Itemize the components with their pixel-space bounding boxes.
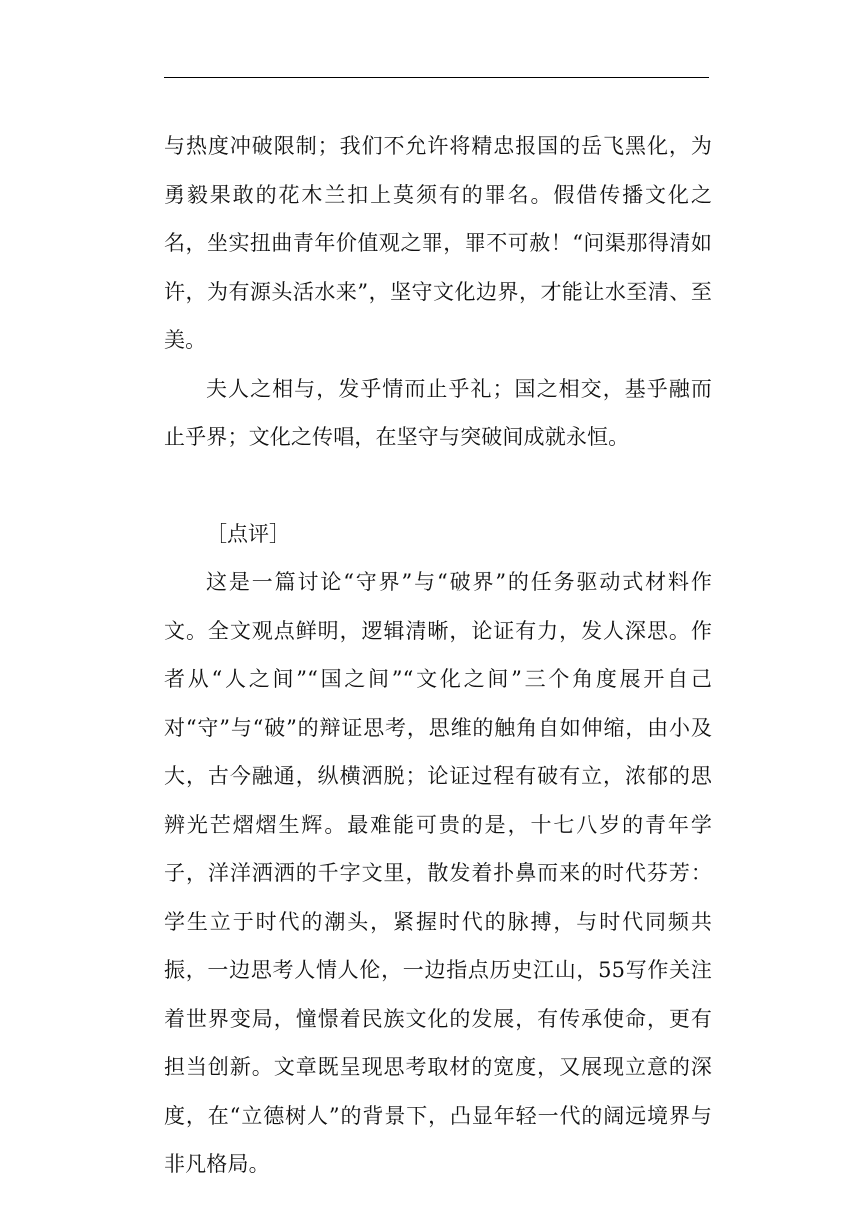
header-rule: [164, 77, 709, 78]
paragraph-continuation: 与热度冲破限制；我们不允许将精忠报国的岳飞黑化，为勇毅果敢的花木兰扣上莫须有的罪名。假借传播文化之名，坐实扭曲青年价值观之罪，罪不可赦！“问渠那得清如许，为有源头活水来”，坚守文化边界，才能让水至清、至美。: [164, 134, 712, 352]
document-body: [164, 122, 712, 1189]
paragraph-conclusion: 夫人之相与，发乎情而止乎礼；国之相交，基乎融而止乎界；文化之传唱，在坚守与突破间成就永恒。: [164, 376, 712, 449]
comment-heading: ［点评］: [206, 521, 290, 546]
comment-paragraph: 这是一篇讨论“守界”与“破界”的任务驱动式材料作文。全文观点鲜明，逻辑清晰，论证有力，发人深思。作者从“人之间”“国之间”“文化之间”三个角度展开自己对“守”与“破”的辩证思考，思维的触角自如伸缩，由小及大，古今融通，纵横洒脱；论证过程有破有立，浓郁的思辨光芒熠熠生辉。最难能可贵的是，十七八岁的青年学子，洋洋洒洒的千字文里，散发着扑鼻而来的时代芬芳：学生立于时代的潮头，紧握时代的脉搏，与时代同频共振，一边思考人情人伦，一边指点历史江山，55写作关注着世界变局，憧憬着民族文化的发展，有传承使命，更有担当创新。文章既呈现思考取材的宽度，又展现立意的深度，在“立德树人”的背景下，凸显年轻一代的阔远境界与非凡格局。: [164, 570, 712, 1176]
blank-line: [164, 462, 712, 510]
